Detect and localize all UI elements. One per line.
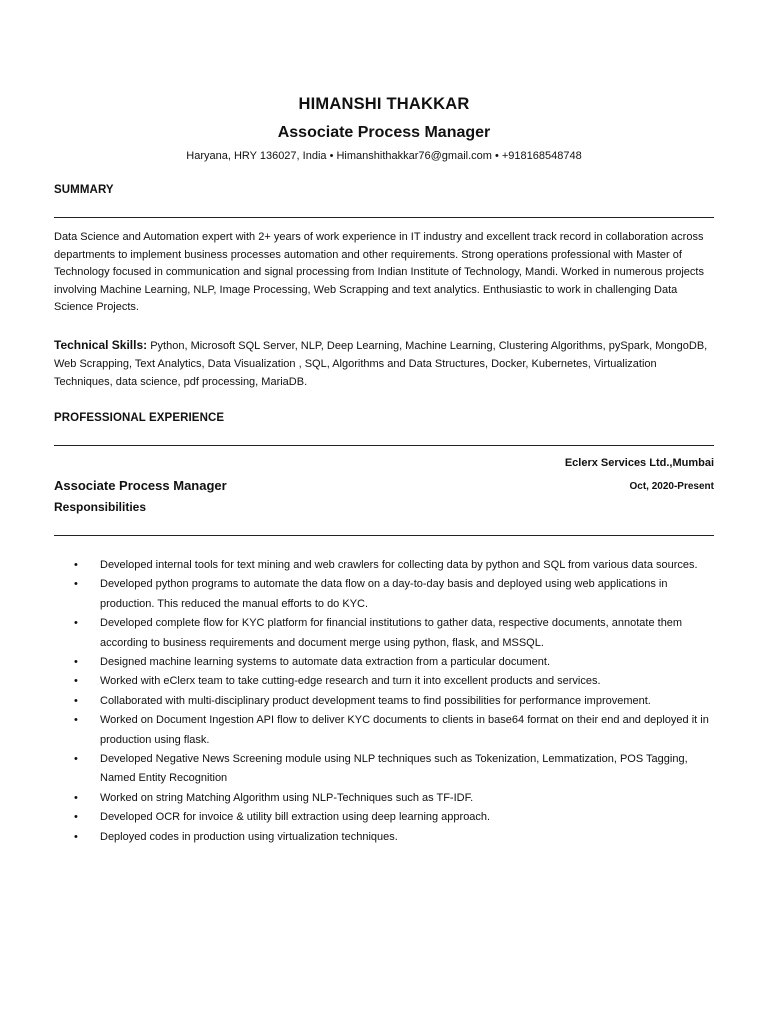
responsibility-text: Developed Negative News Screening module using NLP techniques such as Tokenization, Lemmatization, POS Tagging, Named Entity Recognition — [100, 753, 688, 785]
bullet-point-icon: • — [74, 656, 78, 669]
bullet-point-icon: • — [74, 811, 78, 824]
responsibility-text: Worked with eClerx team to take cutting-edge research and turn it into excellent products and services. — [100, 675, 601, 688]
job-title: Associate Process Manager — [54, 478, 227, 493]
responsibility-item — [72, 614, 712, 653]
responsibility-item — [72, 750, 712, 789]
responsibility-text: Worked on string Matching Algorithm using NLP-Techniques such as TF-IDF. — [100, 791, 474, 804]
responsibility-item — [72, 653, 712, 672]
technical-skills — [54, 336, 716, 391]
contact-line: Haryana, HRY 136027, India • Himanshithakkar76@gmail.com • +918168548748 — [186, 150, 582, 162]
technical-skills-text: Python, Microsoft SQL Server, NLP, Deep Learning, Machine Learning, Clustering Algorithms, pySpark, MongoDB, Web Scrapping, Text Analytics, Data Visualization , SQL, Algorithms and Data Structures, Docker, Kubernetes, Virtualization Techniques, data science, pdf processing, MariaDB. — [54, 340, 708, 388]
responsibility-text: Collaborated with multi-disciplinary product development teams to find possibilities for performance improvement. — [100, 694, 651, 707]
summary-heading: SUMMARY — [54, 184, 114, 196]
responsibility-item — [72, 789, 712, 808]
experience-heading: PROFESSIONAL EXPERIENCE — [54, 412, 225, 424]
responsibility-text: Developed OCR for invoice & utility bill extraction using deep learning approach. — [100, 811, 491, 824]
bullet-point-icon: • — [74, 694, 78, 707]
responsibility-item — [72, 808, 712, 827]
bullet-point-icon: • — [74, 578, 78, 591]
bullet-point-icon: • — [74, 617, 78, 630]
candidate-name: HIMANSHI THAKKAR — [298, 95, 470, 113]
bullet-point-icon: • — [74, 791, 78, 804]
company-name: Eclerx Services Ltd.,Mumbai — [564, 457, 714, 469]
responsibility-item — [72, 575, 712, 614]
responsibility-item — [72, 556, 712, 575]
responsibility-text: Designed machine learning systems to automate data extraction from a particular document. — [100, 656, 551, 669]
summary-divider — [54, 217, 714, 218]
responsibility-item — [72, 828, 712, 847]
responsibility-item — [72, 672, 712, 691]
responsibility-text: Worked on Document Ingestion API flow to deliver KYC documents to clients in base64 format on their end and deployed it in production using flask. — [100, 714, 709, 746]
responsibilities-heading: Responsibilities — [54, 500, 147, 514]
bullet-point-icon: • — [74, 714, 78, 727]
bullet-point-icon: • — [74, 753, 78, 766]
summary-text: Data Science and Automation expert with 2+ years of work experience in IT industry and excellent track record in collaboration across departments to implement business processes automation and other requirements. Strong operations professional with Master of Technology focused in communication and signal processing from Indian Institute of Technology, Mandi. Worked in numerous projects involving Machine Learning, NLP, Image Processing, Web Scrapping and text analytics. Enthusiastic to work in challenging Data Science Projects. — [54, 231, 704, 314]
responsibility-text: Developed python programs to automate the data flow on a day-to-day basis and deployed using web applications in production. This reduced the manual efforts to do KYC. — [100, 578, 668, 610]
bullet-point-icon: • — [74, 675, 78, 688]
responsibility-item — [72, 692, 712, 711]
technical-skills-label: Technical Skills: — [54, 338, 148, 352]
responsibility-text: Developed complete flow for KYC platform for financial institutions to gather data, respective documents, annotate them according to business requirements and document merge using python, flask, and MSSQL. — [100, 617, 683, 649]
responsibilities-list — [72, 556, 712, 847]
responsibility-item — [72, 711, 712, 750]
job-dates: Oct, 2020-Present — [629, 481, 714, 492]
bullet-point-icon: • — [74, 559, 78, 571]
responsibility-text: Deployed codes in production using virtualization techniques. — [100, 830, 398, 843]
responsibilities-divider — [54, 535, 714, 536]
bullet-point-icon: • — [74, 830, 78, 843]
candidate-title: Associate Process Manager — [277, 124, 491, 141]
responsibility-text: Developed internal tools for text mining and web crawlers for collecting data by python and SQL from various data sources. — [100, 559, 698, 571]
experience-divider — [54, 445, 714, 446]
